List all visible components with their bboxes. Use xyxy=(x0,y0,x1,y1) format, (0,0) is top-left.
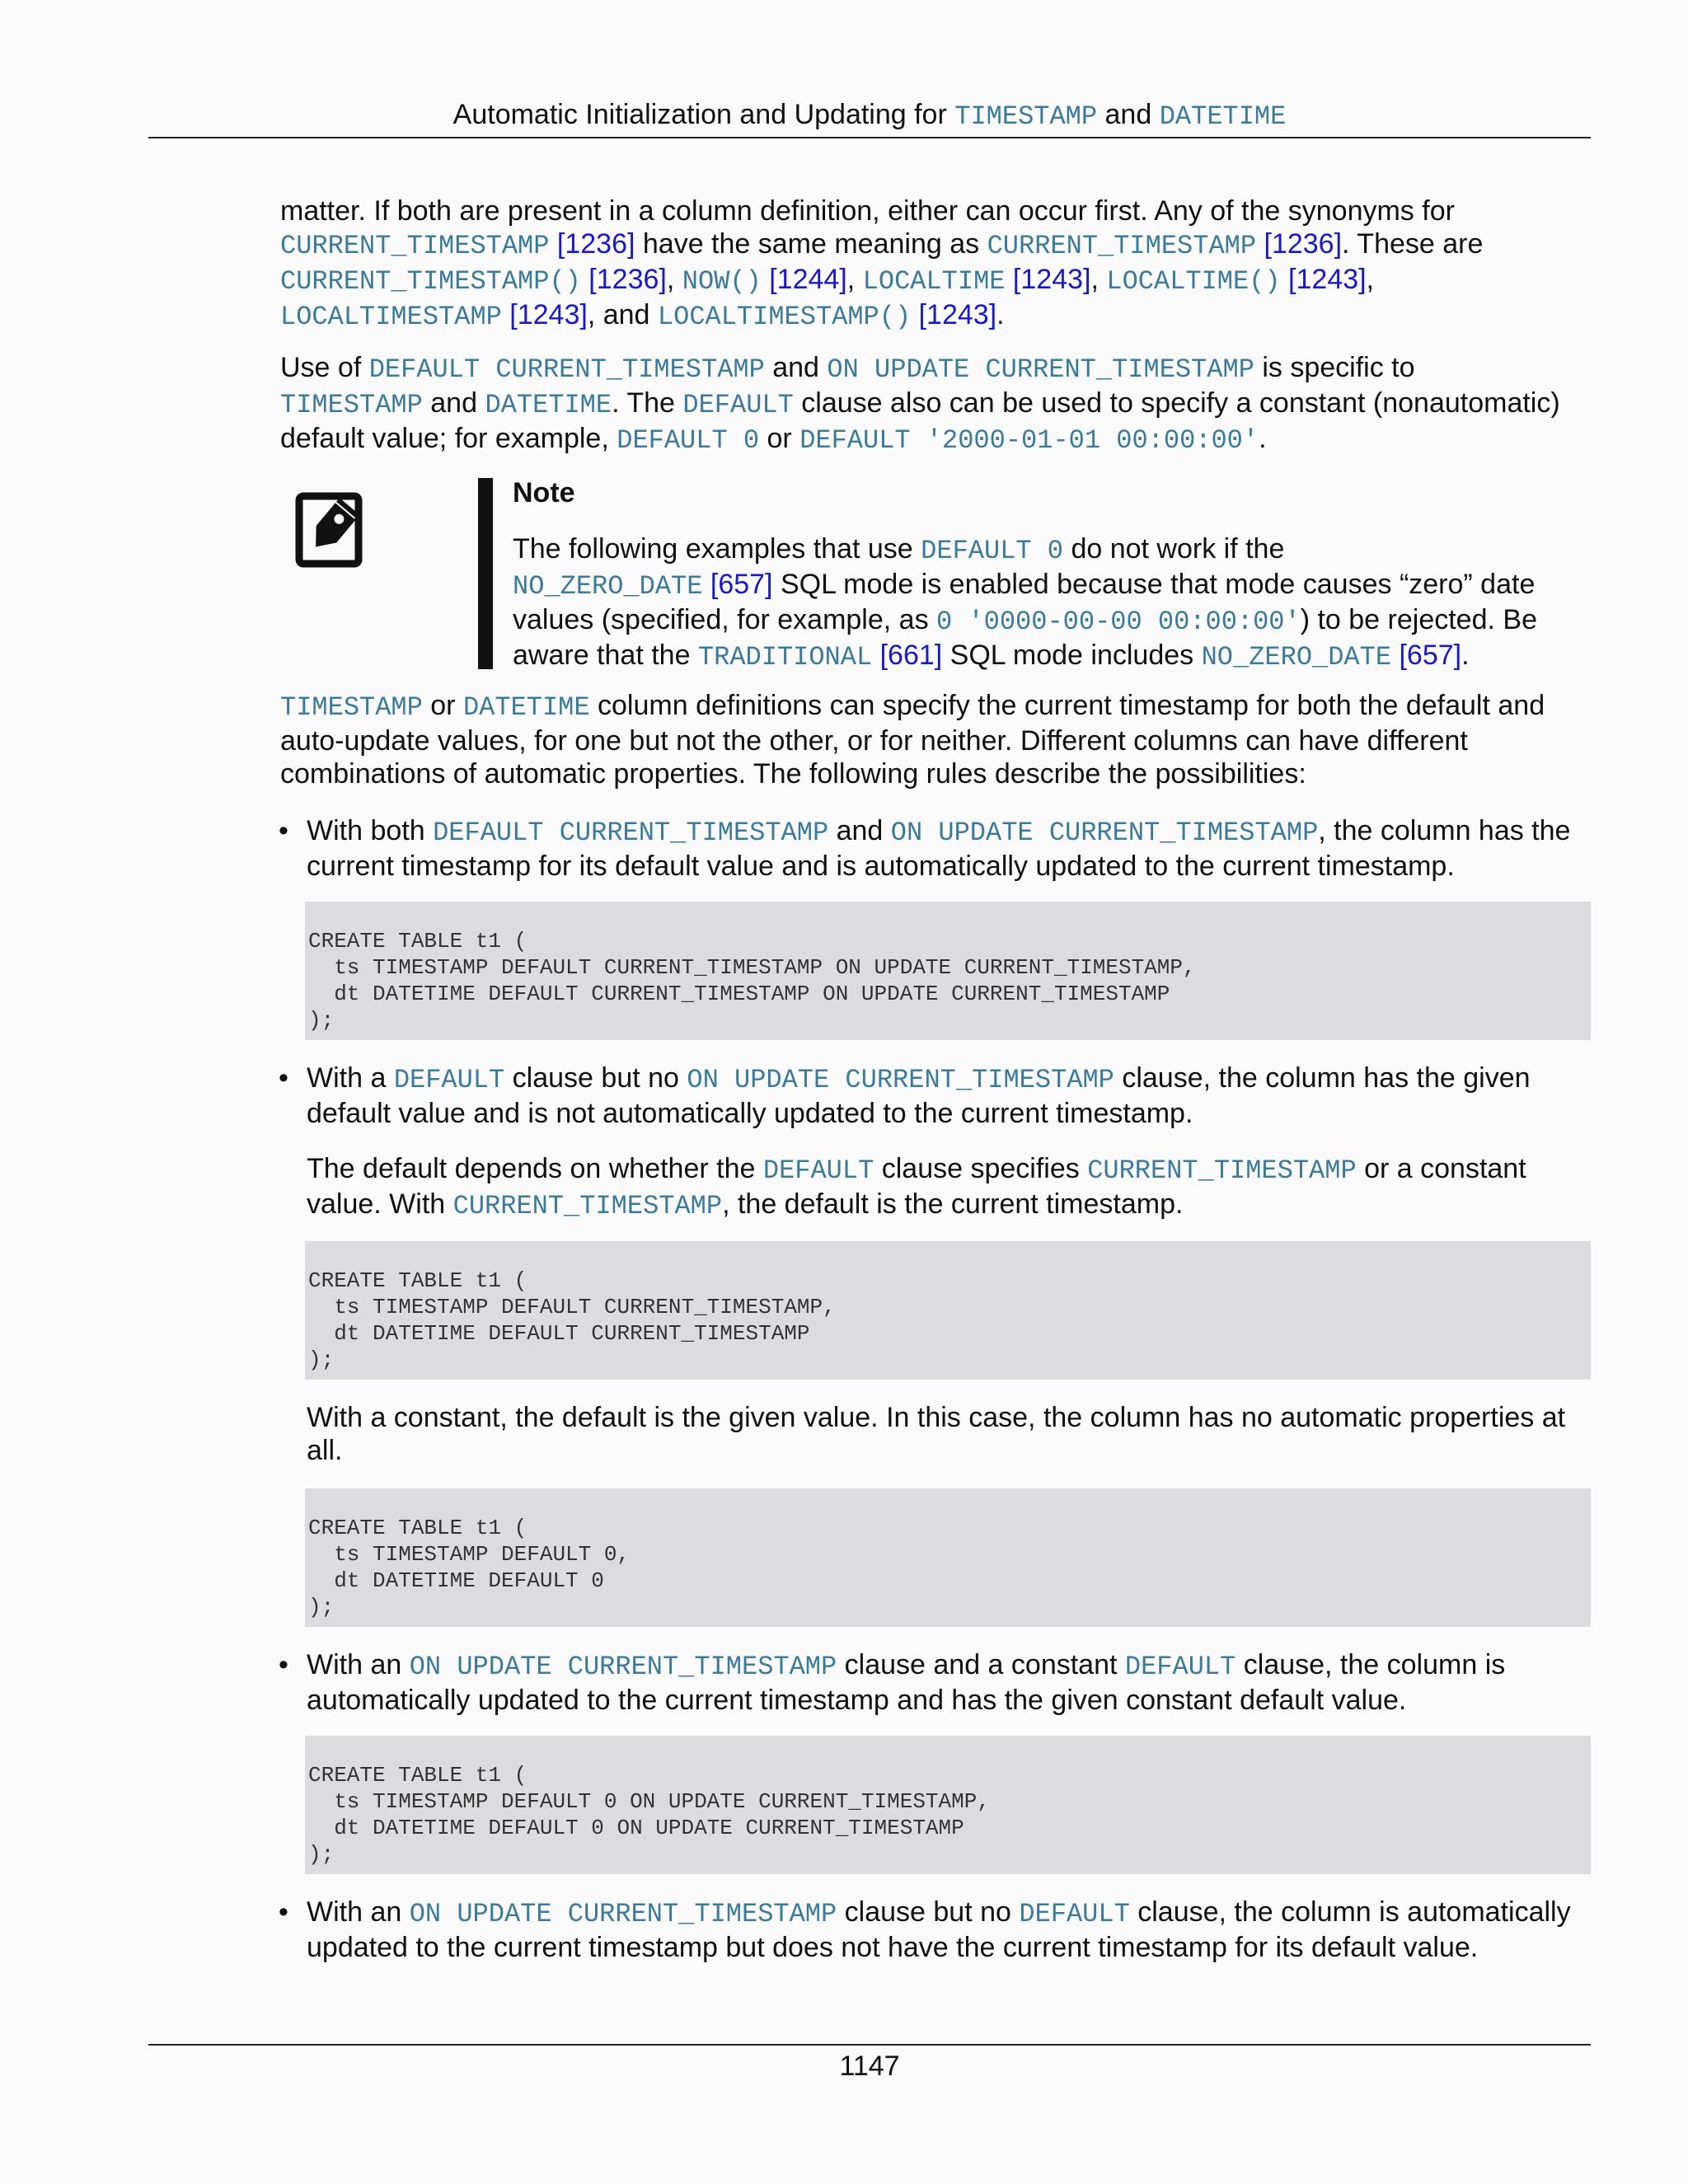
text: or a constant value. With xyxy=(307,1153,1526,1220)
code-text: CREATE TABLE t1 ( ts TIMESTAMP DEFAULT CURRENT_TIMESTAMP ON UPDATE CURRENT_TIMESTAMP, dt DATETIME DEFAULT CURRENT_TIMESTAMP ON UPDATE CURRENT_TIMESTAMP ); xyxy=(308,929,1196,1033)
code-localtime: LOCALTIME xyxy=(862,266,1006,297)
code-localtime-fn: LOCALTIME() xyxy=(1106,266,1281,297)
text: . These are xyxy=(1342,228,1484,260)
code-current-timestamp: CURRENT_TIMESTAMP xyxy=(1087,1155,1357,1186)
text: clause specifies xyxy=(874,1153,1088,1184)
text: clause, the column is automatically updated to the current timestamp but does not have the current timestamp for its default value. xyxy=(307,1896,1571,1963)
text: clause also can be used to specify a constant (nonautomatic) default value; for example, xyxy=(280,387,1560,454)
code-default: DEFAULT xyxy=(1124,1652,1236,1682)
paragraph-rules-intro xyxy=(280,689,1591,790)
code-on-update: ON UPDATE CURRENT_TIMESTAMP xyxy=(409,1899,837,1929)
code-datetime: DATETIME xyxy=(485,390,612,420)
rule-item-both xyxy=(307,814,1592,883)
paragraph-default-usage xyxy=(280,351,1591,457)
code-default: DEFAULT xyxy=(1019,1899,1130,1929)
rule-item-on-update-no-default xyxy=(307,1896,1592,1964)
text: column definitions can specify the current timestamp for both the default and auto-update values, for one but not the other, or for neither. Different columns can have different combinations of automatic properties. The following rules describe the possibilities: xyxy=(280,690,1545,790)
page-link[interactable]: [661] xyxy=(872,640,943,671)
text: , xyxy=(666,264,682,295)
text: and xyxy=(764,352,828,383)
code-timestamp: TIMESTAMP xyxy=(280,692,423,723)
text: clause but no xyxy=(504,1062,687,1094)
header-rule xyxy=(148,137,1591,138)
text: clause and a constant xyxy=(837,1649,1125,1680)
code-timestamp: TIMESTAMP xyxy=(280,390,423,420)
code-on-update: ON UPDATE CURRENT_TIMESTAMP xyxy=(687,1065,1114,1095)
text: and xyxy=(422,387,485,419)
text: SQL mode is enabled because that mode causes “zero” date values (specified, for example, as xyxy=(513,569,1536,635)
text: matter. If both are present in a column definition, either can occur first. Any of the synonyms for xyxy=(280,195,1455,227)
header-text-and: and xyxy=(1097,99,1160,130)
text: The default depends on whether the xyxy=(307,1153,763,1184)
text: is specific to xyxy=(1254,352,1415,383)
text: . The xyxy=(612,387,683,419)
text: With an xyxy=(307,1649,410,1680)
text: With both xyxy=(307,815,434,846)
text: . xyxy=(1461,640,1470,671)
code-default-current-timestamp: DEFAULT CURRENT_TIMESTAMP xyxy=(368,354,765,385)
code-block-3 xyxy=(305,1488,1591,1627)
code-localtimestamp: LOCALTIMESTAMP xyxy=(280,302,502,332)
code-no-zero-date: NO_ZERO_DATE xyxy=(1201,642,1392,673)
code-default-date: DEFAULT '2000-01-01 00:00:00' xyxy=(799,425,1259,456)
page-link[interactable]: [657] xyxy=(702,569,773,600)
rule-item-constant-detail: With a constant, the default is the given value. In this case, the column has no automatic properties at all. xyxy=(307,1402,1566,1466)
page-link[interactable]: [1243] xyxy=(1280,264,1367,295)
text: . xyxy=(1259,423,1267,454)
code-on-update: ON UPDATE CURRENT_TIMESTAMP xyxy=(409,1652,837,1682)
text: clause but no xyxy=(837,1896,1020,1928)
code-block-2 xyxy=(305,1241,1591,1380)
page-link[interactable]: [1243] xyxy=(911,299,997,330)
text: With a xyxy=(307,1062,394,1094)
text: . xyxy=(996,299,1005,330)
code-text: CREATE TABLE t1 ( ts TIMESTAMP DEFAULT 0 ON UPDATE CURRENT_TIMESTAMP, dt DATETIME DEFAULT 0 ON UPDATE CURRENT_TIMESTAMP ); xyxy=(308,1763,990,1867)
text: , and xyxy=(587,299,658,330)
text: ) to be rejected. Be aware that the xyxy=(513,604,1537,671)
text: SQL mode includes xyxy=(942,640,1202,671)
code-current-timestamp: CURRENT_TIMESTAMP xyxy=(280,231,550,261)
code-block-4 xyxy=(305,1736,1591,1874)
text: , the column has the current timestamp for its default value and is automatically updated to the current timestamp. xyxy=(307,815,1571,882)
page-link[interactable]: [1236] xyxy=(580,264,667,295)
code-current-timestamp: CURRENT_TIMESTAMP xyxy=(452,1191,723,1221)
text: , xyxy=(846,264,863,295)
code-default: DEFAULT xyxy=(682,390,794,420)
code-datetime: DATETIME xyxy=(462,692,590,723)
text: or xyxy=(422,690,463,721)
code-on-update: ON UPDATE CURRENT_TIMESTAMP xyxy=(890,818,1319,848)
page-link[interactable]: [657] xyxy=(1391,640,1462,671)
rule-item-default-only xyxy=(307,1062,1592,1130)
text: With an xyxy=(307,1896,410,1928)
page-link[interactable]: [1236] xyxy=(549,228,635,260)
text: clause, the column has the given default value and is not automatically updated to the current timestamp. xyxy=(307,1062,1531,1129)
text: , the default is the current timestamp. xyxy=(722,1188,1184,1220)
bullet: • xyxy=(279,1649,288,1680)
text: or xyxy=(759,423,800,454)
code-default-0: DEFAULT 0 xyxy=(921,536,1063,566)
note-body xyxy=(513,532,1584,674)
note-icon xyxy=(295,491,369,570)
code-traditional: TRADITIONAL xyxy=(697,642,873,673)
text: clause, the column is automatically updated to the current timestamp and has the given constant default value. xyxy=(307,1649,1506,1716)
code-default: DEFAULT xyxy=(762,1155,874,1186)
text: The following examples that use xyxy=(513,533,921,565)
header-code-timestamp: TIMESTAMP xyxy=(954,101,1098,132)
code-now: NOW() xyxy=(682,266,762,297)
text: , xyxy=(1366,264,1375,295)
text: , xyxy=(1090,264,1107,295)
code-current-timestamp-fn: CURRENT_TIMESTAMP() xyxy=(280,266,581,297)
note-bar xyxy=(478,478,493,669)
code-text: CREATE TABLE t1 ( ts TIMESTAMP DEFAULT CURRENT_TIMESTAMP, dt DATETIME DEFAULT CURRENT_TIMESTAMP ); xyxy=(308,1268,836,1372)
code-default-current-timestamp: DEFAULT CURRENT_TIMESTAMP xyxy=(433,818,829,848)
code-no-zero-date: NO_ZERO_DATE xyxy=(513,571,703,602)
code-text: CREATE TABLE t1 ( ts TIMESTAMP DEFAULT 0, dt DATETIME DEFAULT 0 ); xyxy=(308,1516,631,1619)
note-title: Note xyxy=(513,477,575,509)
page-link[interactable]: [1243] xyxy=(1005,264,1091,295)
text: and xyxy=(828,815,891,846)
bullet: • xyxy=(279,1896,288,1928)
text: Use of xyxy=(280,352,369,383)
header-code-datetime: DATETIME xyxy=(1159,101,1287,132)
rule-item-on-update-constant xyxy=(307,1648,1592,1717)
page-header xyxy=(148,96,1591,136)
paragraph-synonyms xyxy=(280,194,1591,334)
footer-rule xyxy=(148,2044,1591,2046)
header-text: Automatic Initialization and Updating for xyxy=(452,99,955,130)
page-link[interactable]: [1244] xyxy=(761,264,847,295)
rule-item-default-detail xyxy=(307,1152,1592,1223)
page-link[interactable]: [1236] xyxy=(1256,228,1343,260)
text: have the same meaning as xyxy=(635,228,987,260)
code-default-0: DEFAULT 0 xyxy=(617,425,760,456)
code-block-1 xyxy=(305,902,1591,1040)
bullet: • xyxy=(279,815,288,846)
page-link[interactable]: [1243] xyxy=(501,299,588,330)
text: do not work if the xyxy=(1063,533,1285,565)
code-zero-date: 0 '0000-00-00 00:00:00' xyxy=(936,607,1301,637)
bullet: • xyxy=(279,1062,288,1094)
code-on-update: ON UPDATE CURRENT_TIMESTAMP xyxy=(827,354,1254,385)
code-localtimestamp-fn: LOCALTIMESTAMP() xyxy=(657,302,912,332)
code-current-timestamp: CURRENT_TIMESTAMP xyxy=(987,231,1257,261)
code-default: DEFAULT xyxy=(393,1065,505,1095)
page-number: 1147 xyxy=(839,2050,900,2082)
